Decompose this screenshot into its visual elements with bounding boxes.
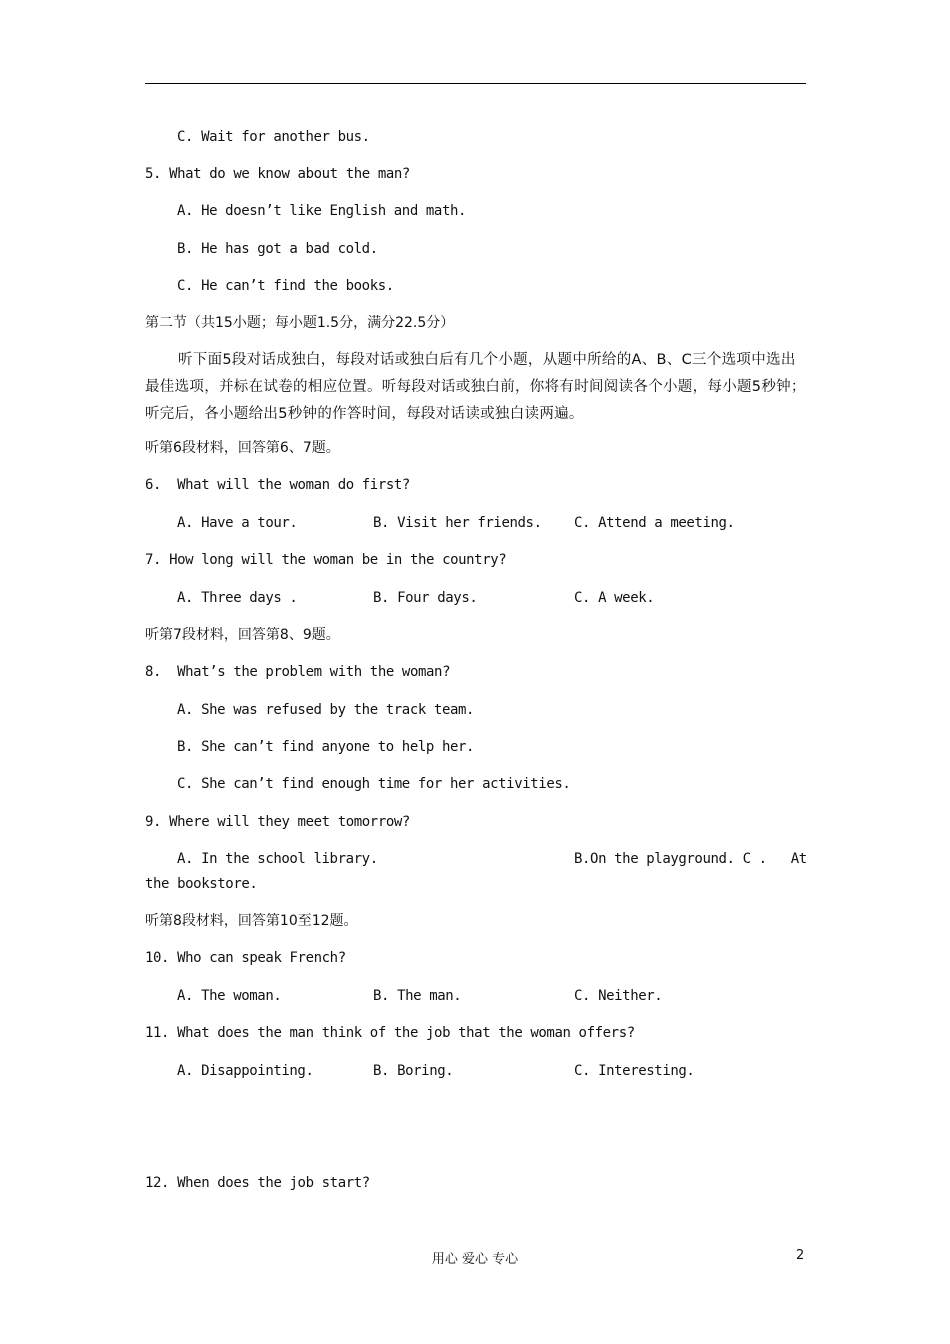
option-10a: A. The woman.	[177, 988, 282, 1004]
option-4c: C. Wait for another bus.	[177, 129, 370, 145]
question-10: 10. Who can speak French?	[145, 950, 346, 966]
option-6a: A. Have a tour.	[177, 515, 298, 531]
option-8a: A. She was refused by the track team.	[177, 702, 475, 718]
material-7-heading: 听第7段材料，回答第8、9题。	[145, 627, 340, 643]
question-12: 12. When does the job start?	[145, 1175, 370, 1191]
option-5a: A. He doesn’t like English and math.	[177, 203, 467, 219]
option-5c: C. He can’t find the books.	[177, 278, 394, 294]
material-8-heading: 听第8段材料，回答第10至12题。	[145, 913, 358, 929]
option-10c: C. Neither.	[574, 988, 663, 1004]
question-9: 9. Where will they meet tomorrow?	[145, 814, 410, 830]
question-8: 8. What’s the problem with the woman?	[145, 664, 451, 680]
option-11c: C. Interesting.	[574, 1063, 695, 1079]
option-11b: B. Boring.	[373, 1063, 454, 1079]
option-8b: B. She can’t find anyone to help her.	[177, 739, 475, 755]
material-6-heading: 听第6段材料，回答第6、7题。	[145, 440, 340, 456]
header-rule	[145, 83, 806, 84]
option-10b: B. The man.	[373, 988, 462, 1004]
option-7b: B. Four days.	[373, 590, 478, 606]
option-6c: C. Attend a meeting.	[574, 515, 735, 531]
footer-slogan: 用心 爱心 专心	[431, 1252, 519, 1267]
option-8c: C. She can’t find enough time for her activities.	[177, 776, 571, 792]
section-2-heading: 第二节（共15小题；每小题1.5分，满分22.5分）	[145, 315, 455, 331]
question-6: 6. What will the woman do first?	[145, 477, 410, 493]
option-9c-continued: the bookstore.	[145, 876, 258, 892]
question-11: 11. What does the man think of the job that the woman offers?	[145, 1025, 635, 1041]
option-5b: B. He has got a bad cold.	[177, 241, 378, 257]
option-11a: A. Disappointing.	[177, 1063, 314, 1079]
option-7c: C. A week.	[574, 590, 655, 606]
instructions-paragraph: 听下面5段对话成独白，每段对话或独白后有几个小题，从题中所给的A、B、C三个选项中选出最佳选项，并标在试卷的相应位置。听每段对话或独白前，你将有时间阅读各个小题，每小题5秒钟；听完后，各小题给出5秒钟的作答时间，每段对话读或独白读两遍。	[145, 352, 806, 422]
option-6b: B. Visit her friends.	[373, 515, 542, 531]
question-5: 5. What do we know about the man?	[145, 166, 410, 182]
option-7a: A. Three days .	[177, 590, 298, 606]
question-7: 7. How long will the woman be in the country?	[145, 552, 507, 568]
page-number: 2	[796, 1248, 805, 1263]
option-9a: A. In the school library.	[177, 851, 378, 867]
option-9b-9c: B.On the playground. C . At	[574, 851, 807, 867]
